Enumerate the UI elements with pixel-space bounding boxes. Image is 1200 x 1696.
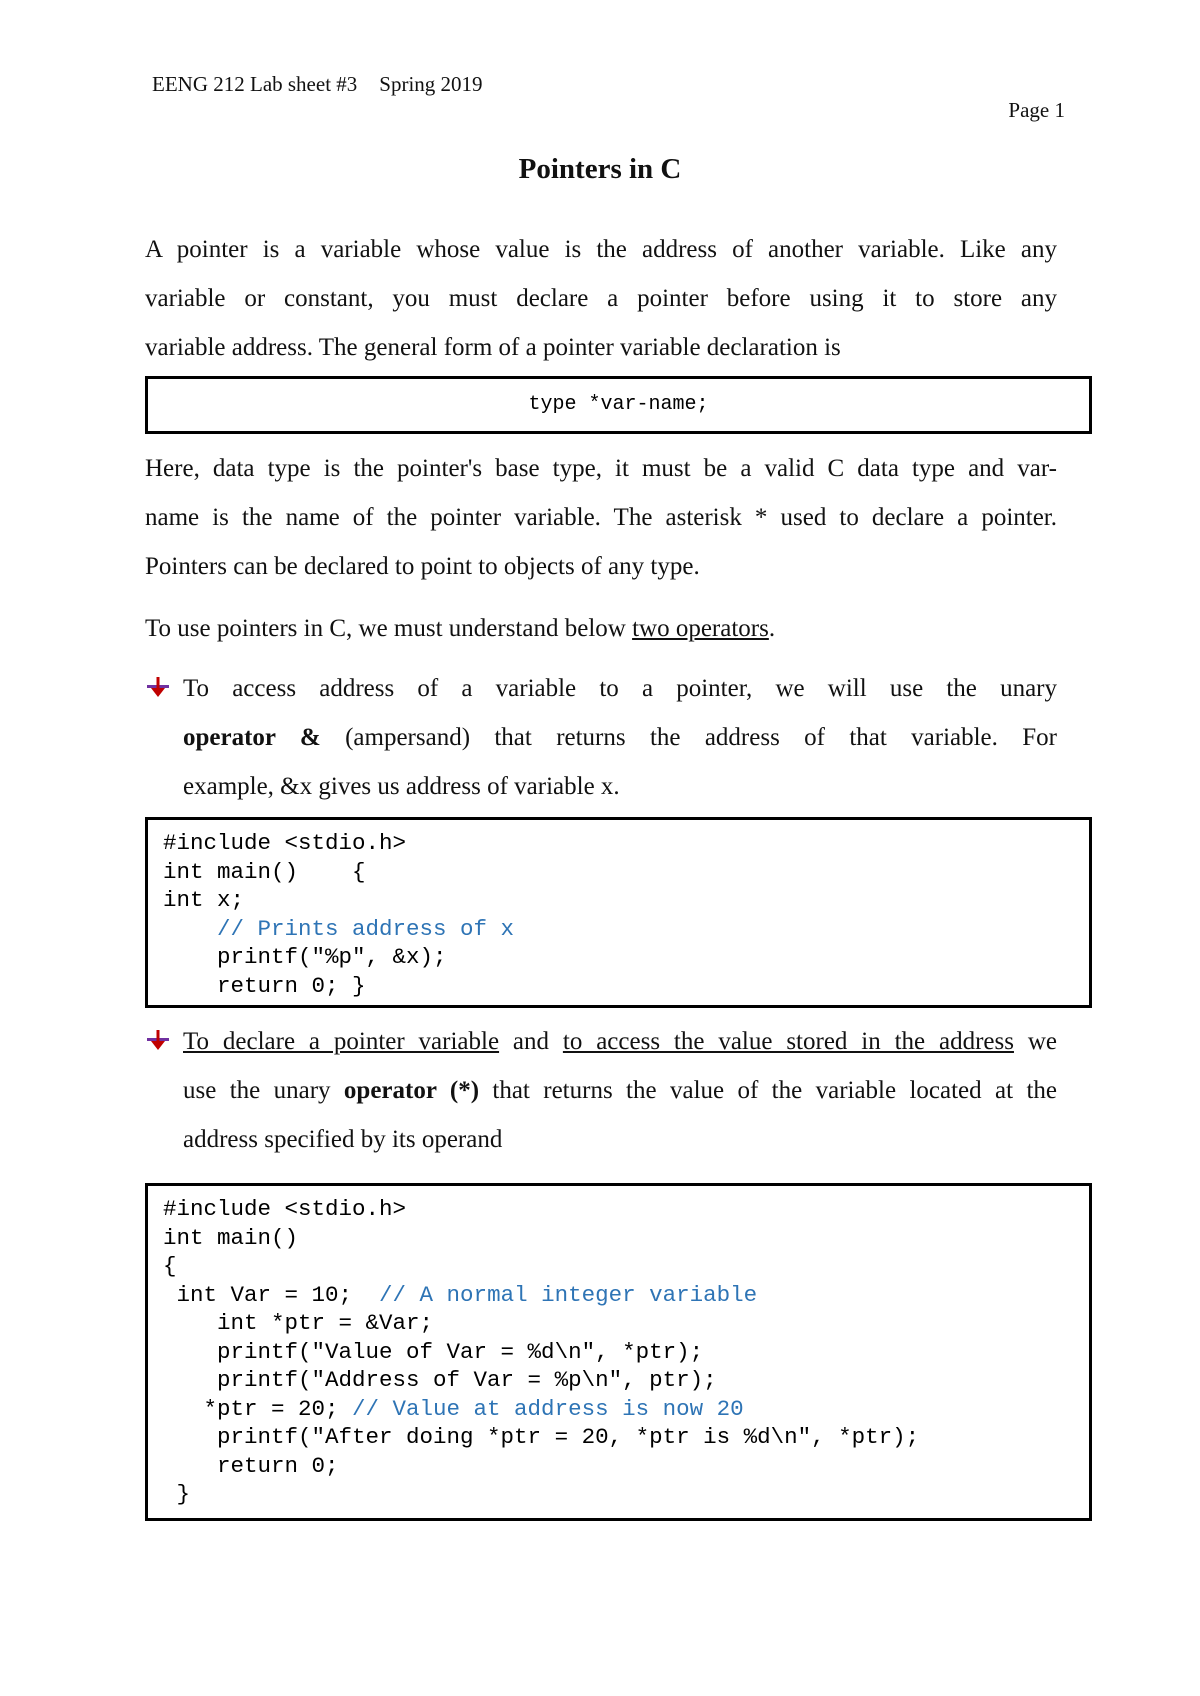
code2-line-2: int main() — [163, 1224, 299, 1251]
page-number: Page 1 — [1008, 98, 1065, 122]
bullet-1-line-1: To access address of a variable to a pointer, we will use the unary — [183, 675, 1057, 702]
code2-line-1: #include <stdio.h> — [163, 1196, 407, 1222]
code2-line-8: *ptr = 20; — [163, 1395, 353, 1422]
code-block-address — [145, 817, 1092, 1008]
code2-comment-2: // Value at address is now 20 — [352, 1395, 744, 1422]
intro-line-1: A pointer is a variable whose value is the address of another variable. Like any — [145, 236, 1057, 263]
intro-line-2: variable or constant, you must declare a pointer before using it to store any — [145, 285, 1057, 312]
asterisk-operator-term: operator (*) — [343, 1077, 480, 1104]
two-operators-link: two operators — [632, 615, 769, 642]
code2-line-6: printf("Value of Var = %d\n", *ptr); — [163, 1338, 704, 1365]
bullet-1-paragraph — [183, 664, 1057, 811]
header-term: Spring 2019 — [379, 72, 483, 96]
code1-comment: // Prints address of x — [217, 915, 515, 942]
code2-line-7: printf("Address of Var = %p\n", ptr); — [163, 1367, 717, 1393]
bullet-1-line-2: (ampersand) that returns the address of that variable. For — [320, 724, 1057, 751]
syntax-code: type *var-name; — [528, 393, 709, 416]
page-title: Pointers in C — [518, 153, 682, 185]
code2-comment-1: // A normal integer variable — [379, 1281, 758, 1308]
explain-line-2: name is the name of the pointer variable. The asterisk * used to declare a pointer. — [145, 504, 1057, 531]
declare-pointer-phrase: To declare a pointer variable — [183, 1028, 500, 1055]
ampersand-operator-term: operator & — [183, 724, 321, 751]
operators-intro-text: To use pointers in C, we must understand below — [145, 615, 633, 642]
code1-line-5: printf("%p", &x); — [163, 944, 447, 970]
bullet-2-line-2: that returns the value of the variable located at the — [479, 1077, 1057, 1104]
explain-line-3: Pointers can be declared to point to objects of any type. — [145, 553, 700, 580]
explain-paragraph — [145, 444, 1057, 591]
operators-intro-period: . — [768, 615, 776, 642]
arrow-bullet-icon — [145, 674, 171, 700]
code1-line-3: int x; — [163, 887, 245, 913]
code1-line-2: int main() { — [163, 858, 366, 885]
code2-line-4: int Var = 10; — [163, 1281, 380, 1308]
code2-line-3: { — [163, 1253, 177, 1279]
code-block-dereference — [145, 1183, 1092, 1521]
code1-line-1: #include <stdio.h> — [163, 830, 407, 856]
bullet-2-line-3: address specified by its operand — [183, 1126, 503, 1153]
explain-line-1: Here, data type is the pointer's base type, it must be a valid C data type and var- — [145, 455, 1057, 482]
intro-paragraph — [145, 225, 1057, 372]
access-value-phrase: to access the value stored in the address — [562, 1028, 1014, 1055]
code2-line-5: int *ptr = &Var; — [163, 1310, 434, 1336]
operators-intro — [145, 604, 1057, 653]
intro-line-3: variable address. The general form of a pointer variable declaration is — [145, 334, 841, 361]
header-course: EENG 212 Lab sheet #3 — [152, 72, 358, 96]
bullet-1-line-3: example, &x gives us address of variable x. — [183, 773, 620, 800]
code2-line-11: } — [163, 1481, 191, 1507]
arrow-bullet-icon — [145, 1027, 171, 1053]
running-header — [152, 72, 483, 97]
bullet-2-paragraph: To declare a pointer variable and to access the value stored in the address we use the unary operator (*) that returns the value of the variable located at the address specified by its operand — [183, 1017, 1057, 1164]
code2-line-10: return 0; — [163, 1452, 339, 1479]
syntax-box — [145, 376, 1092, 434]
code1-line-6: return 0; } — [163, 972, 366, 999]
code2-line-9: printf("After doing *ptr = 20, *ptr is %d\n", *ptr); — [163, 1424, 920, 1450]
